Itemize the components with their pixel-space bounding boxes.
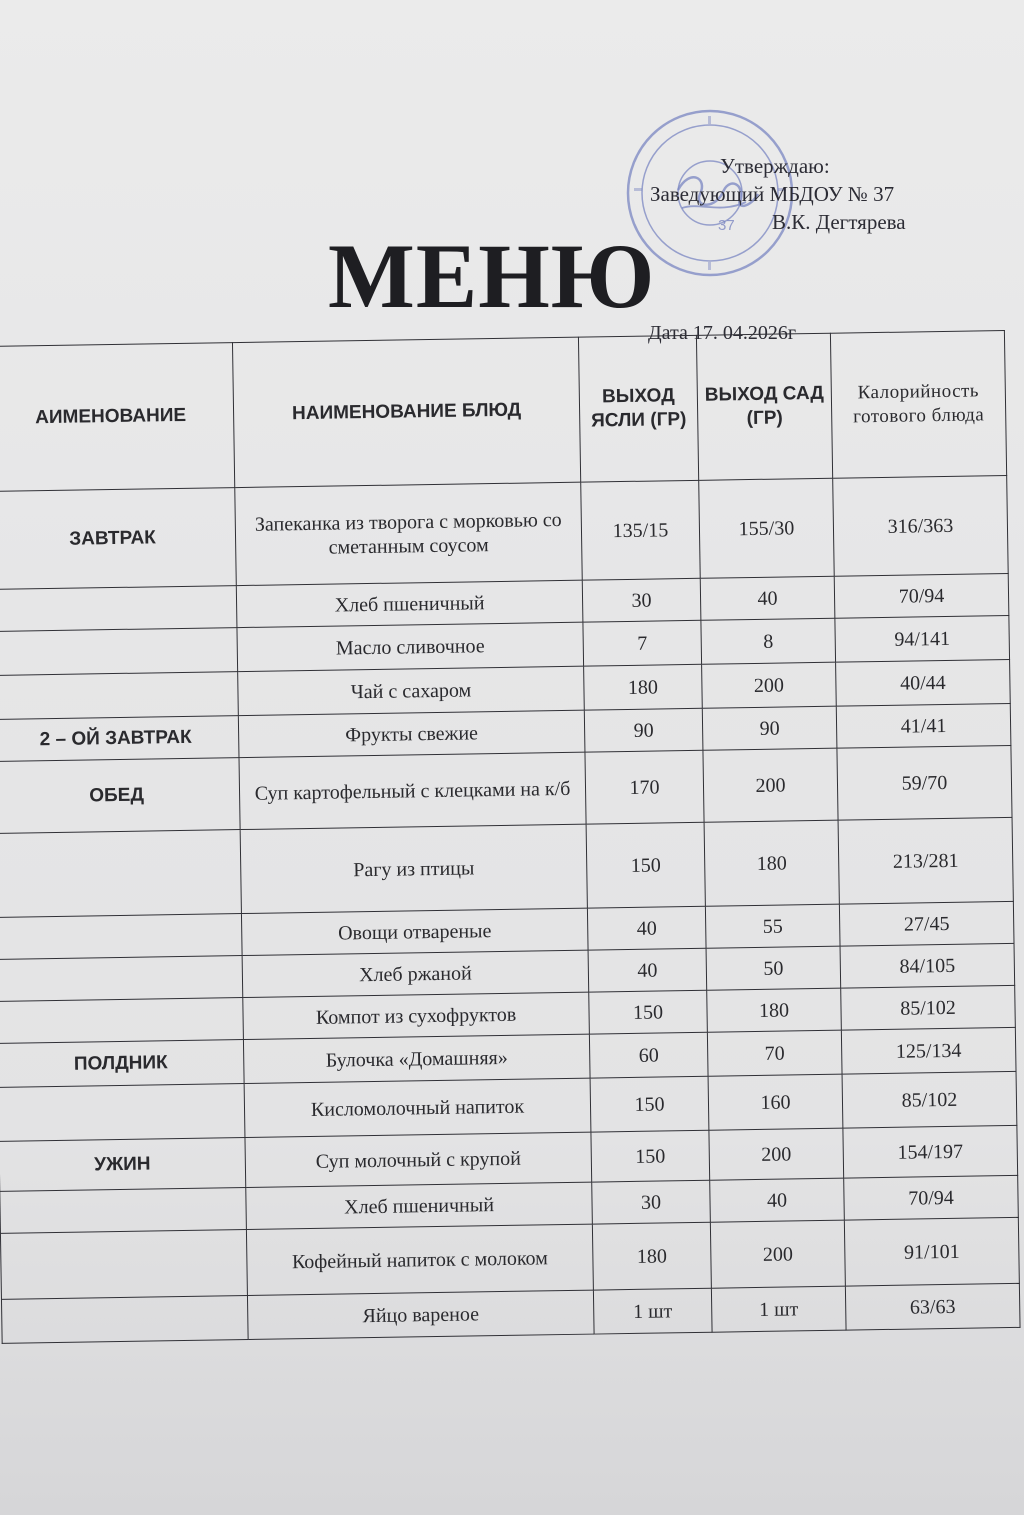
dish-cell: Масло сливочное xyxy=(237,622,584,671)
meal-cell: ПОЛДНИК xyxy=(0,1040,244,1088)
approval-label: Утверждаю: xyxy=(720,154,830,178)
dish-cell: Суп картофельный с клецками на к/б xyxy=(239,752,586,829)
nursery-yield-cell: 150 xyxy=(586,822,705,908)
nursery-yield-cell: 135/15 xyxy=(581,480,701,580)
nursery-yield-cell: 150 xyxy=(589,990,708,1034)
header-calories: Калорийность готового блюда xyxy=(830,331,1006,479)
meal-cell xyxy=(0,672,238,720)
calories-cell: 154/197 xyxy=(843,1125,1018,1178)
meal-cell: УЖИН xyxy=(0,1138,246,1192)
garden-yield-cell: 160 xyxy=(708,1074,843,1130)
dish-cell: Хлеб пшеничный xyxy=(236,580,583,627)
dish-cell: Хлеб пшеничный xyxy=(246,1182,593,1229)
calories-cell: 59/70 xyxy=(837,745,1012,820)
approval-position: Заведующий МБДОУ № 37 xyxy=(650,182,895,206)
garden-yield-cell: 90 xyxy=(702,706,837,750)
header-nursery-yield: ВЫХОД ЯСЛИ (ГР) xyxy=(578,335,698,482)
garden-yield-cell: 200 xyxy=(702,662,837,708)
calories-cell: 85/102 xyxy=(841,985,1016,1030)
nursery-yield-cell: 170 xyxy=(585,750,704,824)
garden-yield-cell: 1 шт xyxy=(711,1286,846,1332)
meal-cell xyxy=(0,628,238,676)
meal-cell xyxy=(0,586,237,632)
dish-cell: Хлеб ржаной xyxy=(242,950,589,997)
nursery-yield-cell: 1 шт xyxy=(593,1288,712,1334)
calories-cell: 41/41 xyxy=(836,703,1011,748)
meal-cell xyxy=(0,1188,246,1234)
dish-cell: Рагу из птицы xyxy=(240,824,587,913)
calories-cell: 70/94 xyxy=(834,573,1009,618)
garden-yield-cell: 180 xyxy=(704,820,839,906)
garden-yield-cell: 155/30 xyxy=(699,478,835,578)
meal-cell: ЗАВТРАК xyxy=(0,488,236,590)
garden-yield-cell: 200 xyxy=(710,1220,845,1288)
calories-cell: 27/45 xyxy=(839,901,1014,946)
page-title: МЕНЮ xyxy=(328,225,656,327)
meal-cell xyxy=(0,998,243,1044)
meal-cell xyxy=(0,830,241,918)
calories-cell: 63/63 xyxy=(845,1283,1020,1330)
dish-cell: Булочка «Домашняя» xyxy=(243,1034,590,1083)
nursery-yield-cell: 60 xyxy=(589,1032,708,1078)
garden-yield-cell: 50 xyxy=(706,946,841,990)
meal-cell: ОБЕД xyxy=(0,758,240,834)
calories-cell: 94/141 xyxy=(835,615,1010,662)
dish-cell: Фрукты свежие xyxy=(238,710,585,757)
approval-name: В.К. Дегтярева xyxy=(772,210,906,234)
dish-cell: Запеканка из творога с морковью со сметанным соусом xyxy=(235,482,582,585)
header-garden-yield: ВЫХОД САД (ГР) xyxy=(696,333,832,480)
meal-cell xyxy=(0,1084,245,1142)
meal-cell xyxy=(1,1296,248,1344)
table-row xyxy=(0,475,1008,589)
calories-cell: 213/281 xyxy=(838,817,1013,904)
garden-yield-cell: 180 xyxy=(707,988,842,1032)
nursery-yield-cell: 150 xyxy=(590,1076,709,1132)
garden-yield-cell: 200 xyxy=(703,748,838,822)
calories-cell: 70/94 xyxy=(844,1175,1019,1220)
meal-cell xyxy=(0,956,243,1002)
nursery-yield-cell: 40 xyxy=(588,948,707,992)
garden-yield-cell: 40 xyxy=(700,576,835,620)
header-dish: НАИМЕНОВАНИЕ БЛЮД xyxy=(232,337,580,487)
dish-cell: Яйцо вареное xyxy=(247,1290,594,1339)
calories-cell: 316/363 xyxy=(833,475,1009,576)
calories-cell: 91/101 xyxy=(844,1217,1019,1286)
dish-cell: Компот из сухофруктов xyxy=(243,992,590,1039)
dish-cell: Кисломолочный напиток xyxy=(244,1078,591,1137)
approval-block xyxy=(640,152,980,236)
header-meal: АИМЕНОВАНИЕ xyxy=(0,343,235,492)
garden-yield-cell: 55 xyxy=(705,904,840,948)
dish-cell: Суп молочный с крупой xyxy=(245,1132,592,1187)
calories-cell: 84/105 xyxy=(840,943,1015,988)
calories-cell: 40/44 xyxy=(836,659,1011,706)
stamp-number: 37 xyxy=(718,217,735,234)
meal-cell: 2 – ОЙ ЗАВТРАК xyxy=(0,716,239,762)
nursery-yield-cell: 90 xyxy=(584,708,703,752)
nursery-yield-cell: 30 xyxy=(582,578,701,622)
nursery-yield-cell: 7 xyxy=(583,620,702,666)
garden-yield-cell: 40 xyxy=(710,1178,845,1222)
nursery-yield-cell: 180 xyxy=(584,664,703,710)
menu-date: Дата 17. 04.2026г xyxy=(648,322,797,344)
nursery-yield-cell: 30 xyxy=(592,1180,711,1224)
dish-cell: Овощи отвареные xyxy=(241,908,588,955)
calories-cell: 125/134 xyxy=(841,1027,1016,1074)
garden-yield-cell: 8 xyxy=(701,618,836,664)
dish-cell: Чай с сахаром xyxy=(238,666,585,715)
dish-cell: Кофейный напиток с молоком xyxy=(246,1224,593,1295)
table-header-row xyxy=(0,331,1007,492)
garden-yield-cell: 70 xyxy=(707,1030,842,1076)
calories-cell: 85/102 xyxy=(842,1071,1017,1128)
garden-yield-cell: 200 xyxy=(709,1128,844,1180)
table-row xyxy=(0,817,1013,917)
nursery-yield-cell: 150 xyxy=(591,1130,710,1182)
meal-cell xyxy=(0,914,242,960)
nursery-yield-cell: 180 xyxy=(592,1222,711,1290)
meal-cell xyxy=(0,1230,247,1300)
menu-table xyxy=(0,330,1021,1344)
nursery-yield-cell: 40 xyxy=(587,906,706,950)
